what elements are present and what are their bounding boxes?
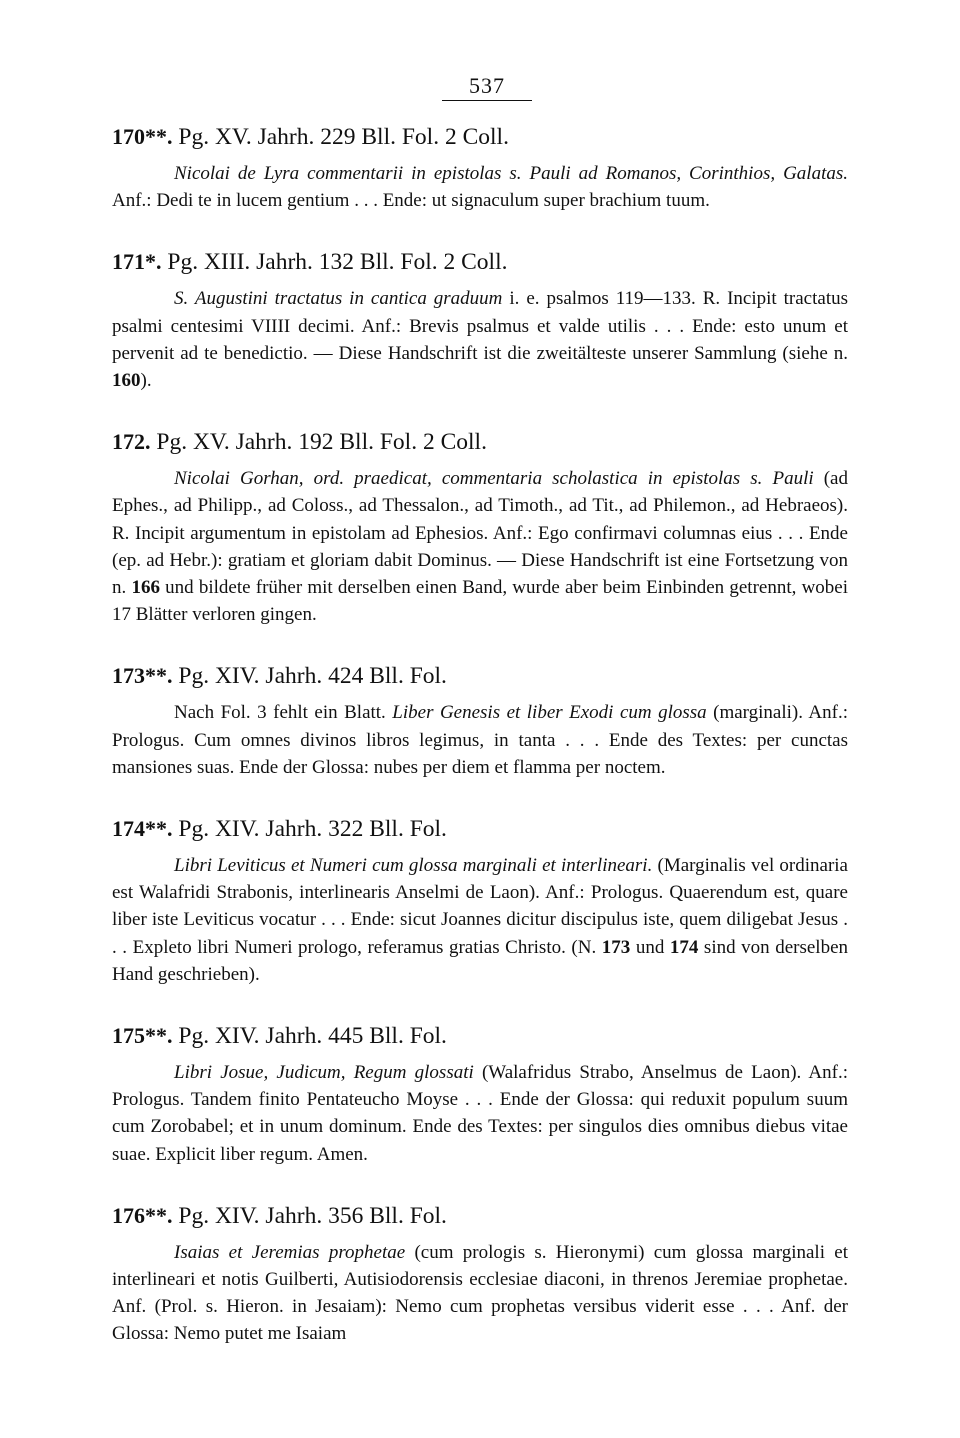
entry-header [112,425,848,459]
entry-text: und bildete früher mit derselben einen Band, wurde aber beim Einbinden getrennt, wobei 17 Blätter verloren gingen. [112,577,849,626]
manuscript-title: Nicolai de Lyra commentarii in epistolas s. Pauli ad Romanos, Corinthios, Galatas. [174,163,848,184]
entry-description: Pg. XIV. Jahrh. 356 Bll. Fol. [178,1202,447,1229]
entry-number: 173**. [112,663,173,689]
cross-reference-number: 166 [131,577,160,599]
entry-description: Pg. XIV. Jahrh. 424 Bll. Fol. [178,663,447,690]
entry-header [112,120,848,154]
entry-number: 172. [112,429,151,455]
manuscript-title: Libri Leviticus et Numeri cum glossa marginali et interlineari. [174,855,653,877]
entry-number: 170**. [112,124,173,149]
entry-text: sind von derselben Hand geschrieben). [112,936,848,985]
entry-text: (Walafridus Strabo, Anselmus de Laon). Anf.: Prologus. Tandem finito Pentateucho Moyse . . . Ende der Glossa: qui reduxit populum suum cum Zorobabel; et in unum dominum. Ende des Textes: per singulos dies omnibus diebus vitae suae. Explicit liber regum. Amen. [112,1062,848,1165]
entry-description: Pg. XV. Jahrh. 229 Bll. Fol. 2 Coll. [178,124,509,150]
entry-text: (Marginalis vel ordinaria est Walafridi Strabonis, interlinearis Anselmi de Laon). Anf.: Prologus. Quaerendum est, quare liber iste Leviticus vocatur . . . Ende: sicut Joannes dicitur discipulus iste, quem diligebat Jesus . . . Expleto libri Numeri prologo, referamus gratias Christo. (N. [112,855,848,958]
entry-body [112,1239,848,1348]
entry-text: ). [140,370,152,392]
entry-header [112,812,848,846]
page-number: 537 [469,73,505,98]
entry-text: Anf.: Dedi te in lucem gentium . . . Ende: ut signaculum super brachium tuum. [112,190,710,212]
catalog-entry [112,812,848,988]
entry-body [112,465,848,628]
catalog-entry [112,659,848,781]
entry-body [112,160,848,214]
entry-description: Pg. XV. Jahrh. 192 Bll. Fol. 2 Coll. [156,429,487,456]
entry-number: 174**. [112,816,173,842]
entry-body [112,699,848,781]
entry-number: 176**. [112,1202,173,1228]
entry-header [112,1019,848,1053]
manuscript-title: Libri Josue, Judicum, Regum glossati [174,1062,474,1084]
entry-description: Pg. XIII. Jahrh. 132 Bll. Fol. 2 Coll. [167,249,508,276]
cross-reference-number: 174 [669,936,699,958]
catalog-entry [112,425,848,628]
entry-number: 171*. [112,249,162,275]
entry-text: Nach Fol. 3 fehlt ein Blatt. [174,702,393,724]
catalog-entry [112,1199,848,1348]
entry-text: (cum prologis s. Hieronymi) cum glossa marginali et interlineari et notis Guilberti, Autisiodorensis ecclesiae diaconi, in threnos Jeremiae prophetae. Anf. (Prol. s. Hieron. in Jesaiam): Nemo cum prophetas versibus viderit esse . . . Anf. der Glossa: Nemo putet me Isaiam [112,1241,848,1345]
entry-body [112,285,848,394]
manuscript-title: Liber Genesis et liber Exodi cum glossa [392,702,707,724]
entry-text: und [630,936,670,958]
cross-reference-number: 173 [601,936,631,958]
page-number-rule [442,100,532,101]
entry-header [112,1199,848,1233]
entry-text: i. e. psalmos 119—133. R. Incipit tractatus psalmi centesimi VIIII decimi. Anf.: Brevis psalmus et valde utilis . . . Ende: esto unum et pervenit ad te benedictio. — Diese Handschrift ist die zweitälteste unserer Sammlung (siehe n. [112,288,848,364]
manuscript-title: Nicolai Gorhan, ord. praedicat, commentaria scholastica in epistolas s. Pauli [174,468,814,490]
catalog-entries [112,120,848,1379]
manuscript-title: S. Augustini tractatus in cantica graduum [174,288,503,310]
cross-reference-number: 160 [112,370,141,392]
manuscript-title: Isaias et Jeremias prophetae [174,1241,406,1263]
entry-header [112,245,848,279]
entry-body [112,1059,848,1168]
entry-number: 175**. [112,1023,173,1049]
catalog-entry [112,1019,848,1168]
entry-text: (marginali). Anf.: Prologus. Cum omnes divinos libros legimus, in tanta . . . Ende des Textes: per cunctas mansiones suas. Ende der Glossa: nubes per diem et flamma per noctem. [112,702,848,778]
entry-description: Pg. XIV. Jahrh. 322 Bll. Fol. [178,816,447,843]
entry-body [112,852,848,988]
entry-text: (ad Ephes., ad Philipp., ad Coloss., ad Thessalon., ad Timoth., ad Tit., ad Philemon., ad Hebraeos). R. Incipit argumentum in epistolam ad Ephesios. Anf.: Ego confirmavi columnas eius . . . Ende (ep. ad Hebr.): gratiam et gloriam dabit Dominus. — Diese Handschrift ist eine Fortsetzung von n. [112,468,848,599]
entry-description: Pg. XIV. Jahrh. 445 Bll. Fol. [178,1023,447,1050]
catalog-entry [112,120,848,214]
entry-header [112,659,848,693]
catalog-entry [112,245,848,394]
